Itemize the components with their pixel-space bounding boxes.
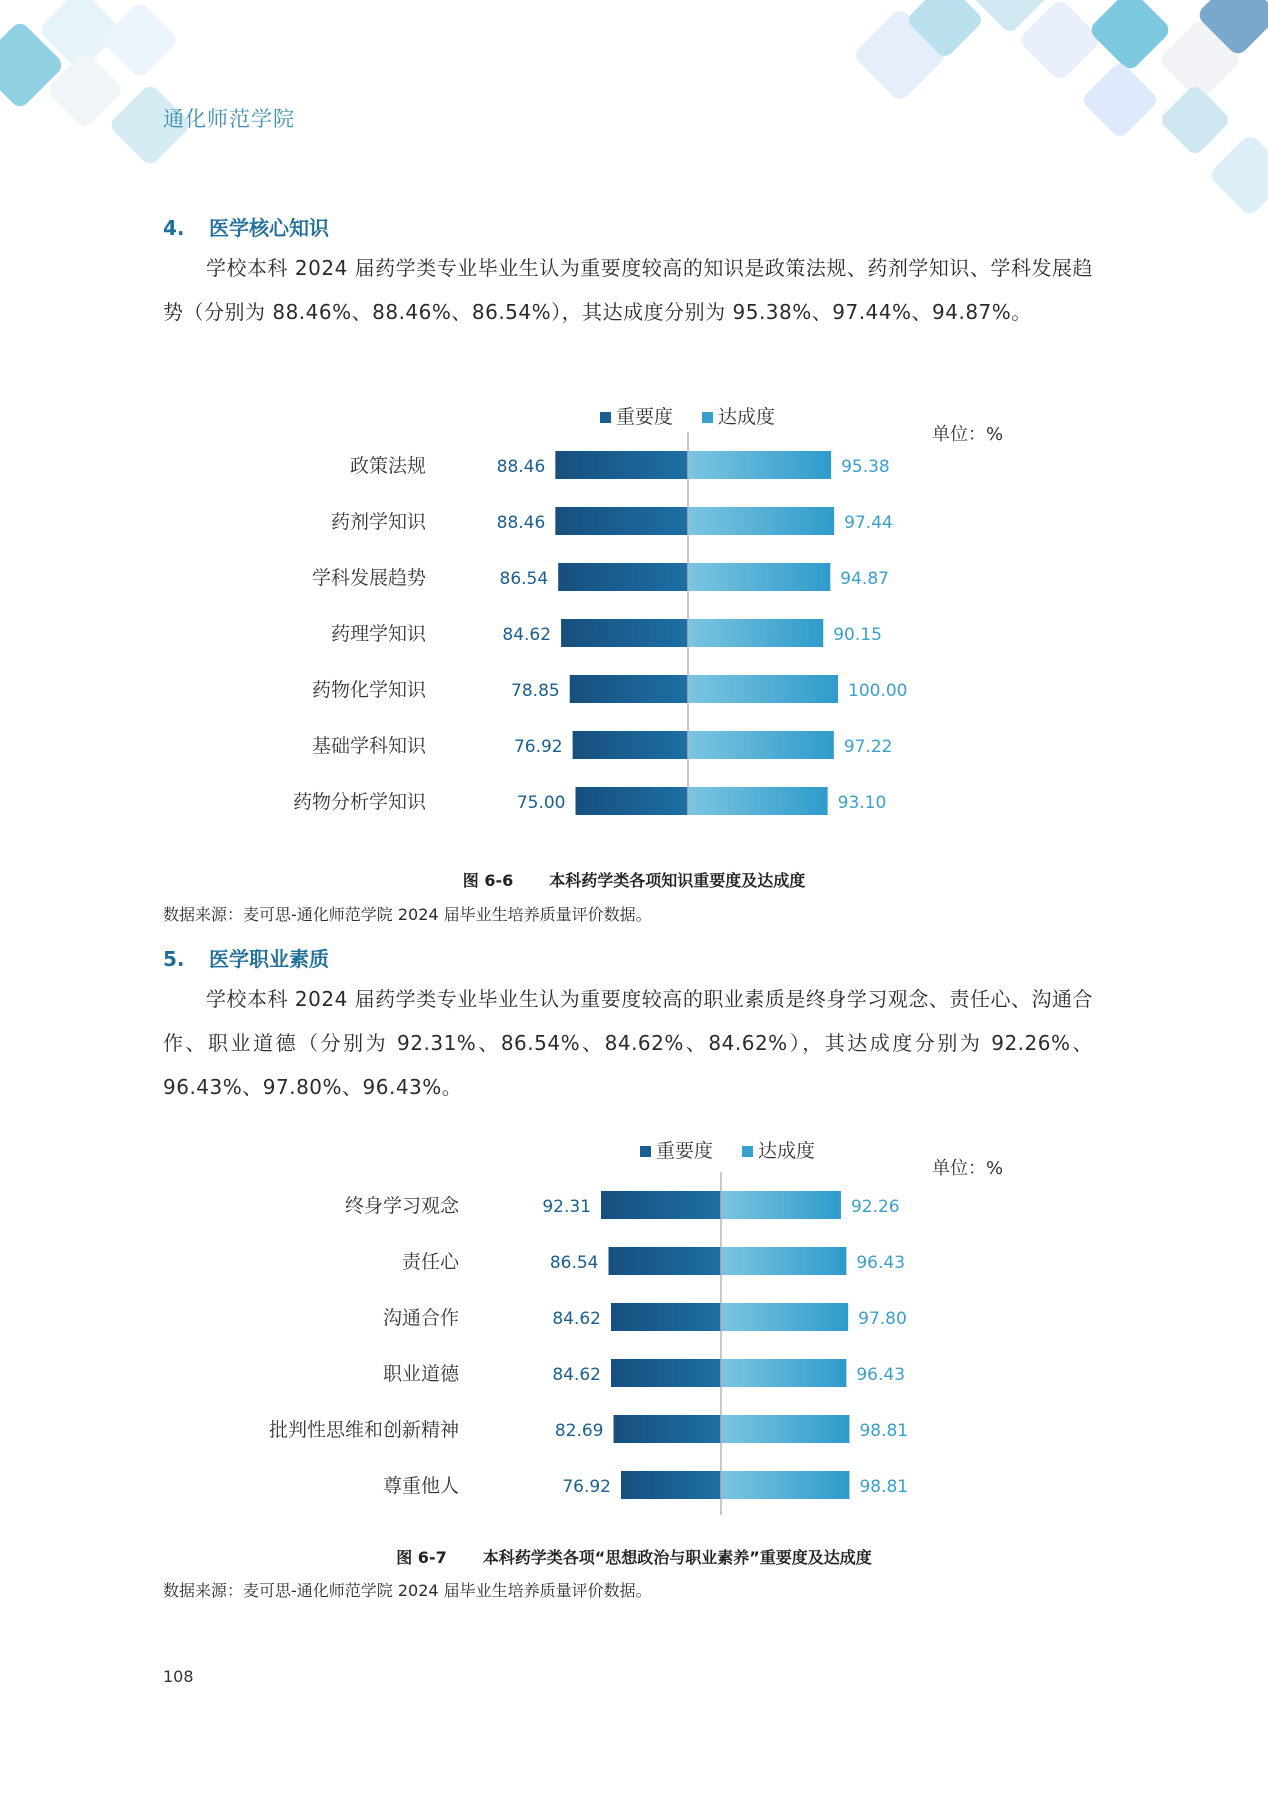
value-label-achievement: 93.10 [837, 793, 887, 813]
bar-achievement [688, 451, 831, 479]
bar-achievement [688, 507, 834, 535]
bar-importance [621, 1471, 721, 1499]
value-label-achievement: 97.80 [858, 1309, 907, 1329]
figure-6-6-source: 数据来源：麦可思-通化师范学院 2024 届毕业生培养质量评价数据。 [163, 905, 652, 924]
figure-6-6-caption [0, 868, 1268, 891]
legend-swatch-importance [640, 1146, 651, 1157]
chart-legend [600, 406, 775, 428]
legend-label-achievement: 达成度 [718, 406, 776, 428]
bar-importance [573, 731, 688, 759]
legend-swatch-importance [600, 412, 611, 423]
value-label-importance: 88.46 [496, 513, 546, 533]
value-label-achievement: 98.81 [859, 1477, 909, 1497]
legend-label-importance: 重要度 [616, 406, 674, 428]
section-5-heading [163, 943, 329, 972]
bar-achievement [688, 619, 823, 647]
bar-achievement [688, 675, 838, 703]
bar-importance [611, 1303, 721, 1331]
bar-achievement [721, 1471, 849, 1499]
bar-achievement [721, 1415, 849, 1443]
value-label-importance: 86.54 [499, 569, 549, 589]
figure-6-6-title: 本科药学类各项知识重要度及达成度 [549, 871, 806, 890]
school-name: 通化师范学院 [163, 107, 295, 131]
legend-swatch-achievement [702, 412, 713, 423]
bar-achievement [688, 563, 830, 591]
legend-label-importance: 重要度 [656, 1140, 714, 1162]
bar-importance [576, 787, 689, 815]
section-5-paragraph: 学校本科 2024 届药学类专业毕业生认为重要度较高的职业素质是终身学习观念、责任心、沟通合作、职业道德（分别为 92.31%、86.54%、84.62%、84.62%），其达成度分别为 92.26%、96.43%、97.80%、96.43%。 [163, 987, 1093, 1099]
value-label-importance: 92.31 [542, 1197, 591, 1217]
category-label: 沟通合作 [382, 1307, 459, 1329]
category-label: 批判性思维和创新精神 [268, 1419, 459, 1441]
bar-importance [614, 1415, 721, 1443]
value-label-importance: 82.69 [554, 1421, 604, 1441]
chart-unit-label: 单位：% [932, 1158, 1004, 1179]
bar-importance [601, 1191, 721, 1219]
bar-importance [555, 507, 688, 535]
category-label: 终身学习观念 [344, 1195, 459, 1217]
value-label-importance: 75.00 [516, 793, 566, 813]
category-label: 药物化学知识 [311, 679, 426, 701]
category-label: 药物分析学知识 [292, 791, 426, 813]
value-label-achievement: 97.44 [844, 513, 893, 533]
value-label-achievement: 94.87 [840, 569, 889, 589]
value-label-achievement: 92.26 [850, 1197, 900, 1217]
value-label-importance: 84.62 [552, 1365, 601, 1385]
category-label: 药剂学知识 [330, 511, 426, 533]
legend-swatch-achievement [742, 1146, 753, 1157]
bar-achievement [688, 731, 834, 759]
value-label-importance: 76.92 [513, 737, 563, 757]
value-label-importance: 88.46 [496, 457, 546, 477]
category-label: 尊重他人 [382, 1475, 459, 1497]
category-label: 责任心 [401, 1251, 459, 1273]
section-5-title: 医学职业素质 [209, 947, 329, 971]
bar-importance [558, 563, 688, 591]
bar-importance [555, 451, 688, 479]
bar-importance [561, 619, 688, 647]
value-label-importance: 76.92 [562, 1477, 612, 1497]
figure-6-7-title: 本科药学类各项“思想政治与职业素养”重要度及达成度 [482, 1548, 872, 1567]
value-label-importance: 84.62 [502, 625, 552, 645]
bar-importance [570, 675, 688, 703]
value-label-achievement: 95.38 [841, 457, 890, 477]
value-label-achievement: 96.43 [856, 1365, 906, 1385]
value-label-achievement: 97.22 [843, 737, 893, 757]
bar-importance [611, 1359, 721, 1387]
value-label-achievement: 90.15 [833, 625, 882, 645]
chart-legend [640, 1140, 815, 1162]
category-label: 基础学科知识 [311, 735, 426, 757]
value-label-achievement: 96.43 [856, 1253, 906, 1273]
section-4-paragraph: 学校本科 2024 届药学类专业毕业生认为重要度较高的知识是政策法规、药剂学知识、学科发展趋势（分别为 88.46%、88.46%、86.54%），其达成度分别为 95.38%、97.44%、94.87%。 [163, 256, 1093, 324]
value-label-achievement: 100.00 [848, 681, 908, 701]
bar-achievement [688, 787, 828, 815]
value-label-importance: 84.62 [552, 1309, 601, 1329]
category-label: 药理学知识 [330, 623, 426, 645]
section-5-number: 5. [163, 947, 185, 971]
bar-achievement [721, 1191, 841, 1219]
value-label-importance: 78.85 [511, 681, 560, 701]
figure-6-7-caption [0, 1545, 1268, 1568]
value-label-importance: 86.54 [549, 1253, 599, 1273]
bar-achievement [721, 1359, 846, 1387]
legend-label-achievement: 达成度 [758, 1140, 816, 1162]
chart-unit-label: 单位：% [932, 424, 1004, 445]
value-label-achievement: 98.81 [859, 1421, 909, 1441]
section-4-number: 4. [163, 216, 185, 240]
professional-quality-chart [0, 1120, 1268, 1520]
figure-6-6-number: 图 6-6 [462, 871, 514, 890]
section-4-title: 医学核心知识 [209, 216, 329, 240]
figure-6-7-source: 数据来源：麦可思-通化师范学院 2024 届毕业生培养质量评价数据。 [163, 1581, 652, 1600]
page-number: 108 [163, 1667, 194, 1686]
bar-importance [608, 1247, 721, 1275]
category-label: 政策法规 [349, 455, 426, 477]
category-label: 学科发展趋势 [311, 567, 426, 589]
section-4-heading [163, 212, 329, 241]
bar-achievement [721, 1247, 846, 1275]
category-label: 职业道德 [382, 1363, 459, 1385]
figure-6-7-number: 图 6-7 [396, 1548, 447, 1567]
bar-achievement [721, 1303, 848, 1331]
knowledge-chart [0, 390, 1268, 840]
